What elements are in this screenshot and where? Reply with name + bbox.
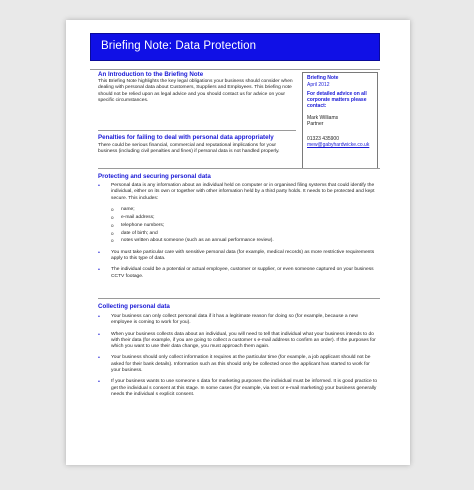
list-item-text: Your business can only collect personal data if it has a legitimate reason for doing so (for example, because a new employee is coming to work for you). xyxy=(111,314,358,326)
sub-list-item-text: name; xyxy=(121,206,135,212)
list-item-text: The individual could be a potential or actual employee, customer or supplier, or even someone captured on your business CCTV footage. xyxy=(111,267,374,279)
document-title: Briefing Note: Data Protection xyxy=(101,40,257,52)
sub-list-item xyxy=(111,238,380,244)
intro-text: This Briefing Note highlights the key legal obligations your business should consider when dealing with personal data about Customers, Suppliers and Employees. This briefing note should not be relied upon as legal advice and you should contact us for advice on your specific circumstances. xyxy=(98,79,293,103)
sub-list-item xyxy=(111,231,380,237)
contact-box-heading: Briefing Note xyxy=(307,75,339,81)
list-item xyxy=(98,332,380,351)
list-item-text: If your business wants to use someone s data for marketing purposes the individual must be informed. It is good practice to get the individual s consent at this stage. In some cases (for example, via text or e-mail marketing) your business generally needs the individual s explicit consent. xyxy=(111,379,378,397)
sub-list-item-text: e-mail address; xyxy=(121,214,155,220)
protecting-heading: Protecting and securing personal data xyxy=(98,173,211,180)
title-divider xyxy=(90,69,380,70)
contact-name: Mark Williams xyxy=(307,115,339,121)
list-item-text: When your business collects data about an individual, you will need to tell that individual what your business intends to do with their data (for example, if you are going to collect a customer s e-mail address to confirm an order). If the purposes for which you want to use their data change, you must approach them again. xyxy=(111,331,376,350)
contact-email-link[interactable]: mew@gabyhardwicke.co.uk xyxy=(307,142,370,148)
title-banner xyxy=(90,33,380,61)
sub-list-item-text: telephone numbers; xyxy=(121,222,165,228)
list-item xyxy=(98,267,380,280)
list-item-text: Your business should only collect information it requires at the particular time (for example, a job applicant should not be asked for their bank details). Information such as this should only be collected once the applicant has started to work for your business. xyxy=(111,355,371,374)
contact-box-date: April 2012 xyxy=(307,82,330,88)
bullet-icon: • xyxy=(98,379,100,386)
list-item xyxy=(98,355,380,374)
circle-bullet-icon: o xyxy=(111,214,114,220)
contact-phone: 01323 435900 xyxy=(307,136,339,142)
circle-bullet-icon: o xyxy=(111,222,114,228)
intro-heading: An Introduction to the Briefing Note xyxy=(98,71,204,78)
sub-list-item-text: date of birth; and xyxy=(121,230,158,236)
bullet-icon: • xyxy=(98,355,100,362)
penalties-text: There could be serious financial, commercial and reputational implications for your business (including civil penalties and fines) if personal data is not handled properly. xyxy=(98,143,280,155)
list-item xyxy=(98,183,380,245)
section-divider xyxy=(98,168,380,169)
bullet-icon: • xyxy=(98,314,100,320)
contact-box xyxy=(302,72,378,169)
bullet-icon: • xyxy=(98,183,100,189)
section-divider xyxy=(98,298,380,299)
list-item-text: Personal data is any information about an individual held on computer or in organised filing systems that could identify the individual, either on its own or together with other information held by a third party holds. It needs to be protected and kept secure. This includes: xyxy=(111,183,375,201)
list-item xyxy=(98,314,380,327)
list-item xyxy=(98,250,380,263)
penalties-heading: Penalties for failing to deal with personal data appropriately xyxy=(98,134,274,141)
contact-box-advice: For detailed advice on all corporate matters please contact: xyxy=(307,91,367,109)
bullet-icon: • xyxy=(98,267,100,274)
circle-bullet-icon: o xyxy=(111,238,114,244)
bullet-icon: • xyxy=(98,249,100,256)
sub-list xyxy=(111,207,380,245)
sub-list-item xyxy=(111,207,380,213)
section-divider xyxy=(98,130,296,131)
collecting-heading: Collecting personal data xyxy=(98,303,170,310)
contact-role: Partner xyxy=(307,121,324,127)
document-page xyxy=(66,20,410,465)
collecting-list xyxy=(98,314,380,403)
list-item xyxy=(98,379,380,398)
sub-list-item-text: notes written about someone (such as an annual performance review). xyxy=(121,238,274,244)
protecting-list xyxy=(98,183,380,285)
circle-bullet-icon: o xyxy=(111,206,114,212)
bullet-icon: • xyxy=(98,331,100,338)
sub-list-item xyxy=(111,215,380,221)
sub-list-item xyxy=(111,223,380,229)
list-item-text: You must take particular care with sensitive personal data (for example, medical records) as more restrictive requirements apply to this type of data. xyxy=(111,249,375,262)
circle-bullet-icon: o xyxy=(111,230,114,236)
